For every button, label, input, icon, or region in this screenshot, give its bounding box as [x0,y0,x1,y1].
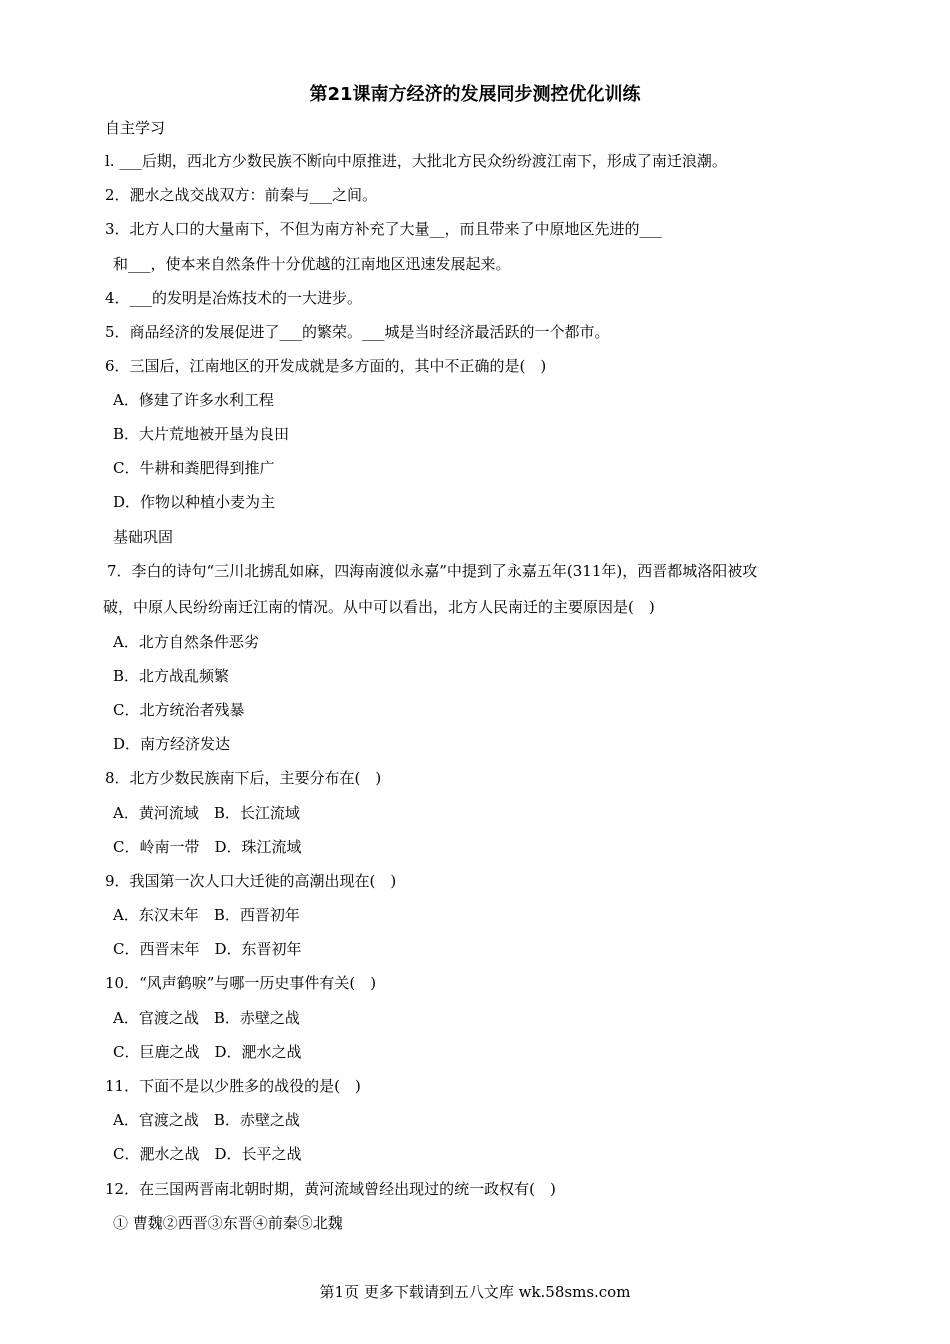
options-9cd: C．西晋末年 D．东晋初年 [113,940,302,958]
question-4: 4．___的发明是冶炼技术的一大进步。 [105,289,363,307]
question-8: 8．北方少数民族南下后，主要分布在( ) [105,769,382,787]
question-7-continued: 破，中原人民纷纷南迁江南的情况。从中可以看出，北方人民南迁的主要原因是( ) [103,598,655,616]
question-10: 10．“风声鹤唳”与哪一历史事件有关( ) [105,974,377,992]
section-heading-basics: 基础巩固 [113,528,174,546]
option-6d: D．作物以种植小麦为主 [113,493,276,511]
question-3: 3．北方人口的大量南下，不但为南方补充了大量__，而且带来了中原地区先进的___ [105,220,663,238]
question-3-continued: 和___，使本来自然条件十分优越的江南地区迅速发展起来。 [113,255,511,273]
options-9ab: A．东汉末年 B．西晋初年 [113,906,300,924]
question-11: 11．下面不是以少胜多的战役的是( ) [105,1077,361,1095]
question-7: 7．李白的诗句“三川北掳乱如麻，四海南渡似永嘉”中提到了永嘉五年(311年)，西晋都城洛阳被攻 [107,562,758,580]
option-7c: C．北方统治者残暴 [113,701,245,719]
option-7b: B．北方战乱频繁 [113,667,230,685]
option-6a: A．修建了许多水利工程 [113,391,274,409]
options-8ab: A．黄河流域 B．长江流域 [113,804,300,822]
options-10cd: C．巨鹿之战 D．淝水之战 [113,1043,302,1061]
options-12-items: ① 曹魏②西晋③东晋④前秦⑤北魏 [113,1214,343,1232]
question-5: 5．商品经济的发展促进了___的繁荣。___城是当时经济最活跃的一个都市。 [105,323,610,341]
page-footer: 第1页 更多下载请到五八文库 wk.58sms.com [319,1283,631,1301]
option-6c: C．牛耕和粪肥得到推广 [113,459,275,477]
section-heading-self-study: 自主学习 [105,119,166,137]
option-7d: D．南方经济发达 [113,735,231,753]
option-6b: B．大片荒地被开垦为良田 [113,425,290,443]
option-7a: A．北方自然条件恶劣 [113,633,259,651]
question-1: l. ___后期，西北方少数民族不断向中原推进，大批北方民众纷纷渡江南下，形成了南迁浪潮。 [105,152,727,170]
page-title: 第21课南方经济的发展同步测控优化训练 [309,84,641,105]
question-12: 12．在三国两晋南北朝时期，黄河流域曾经出现过的统一政权有( ) [105,1180,556,1198]
options-11cd: C．淝水之战 D．长平之战 [113,1145,302,1163]
options-11ab: A．官渡之战 B．赤壁之战 [113,1111,300,1129]
question-2: 2．淝水之战交战双方：前秦与___之间。 [105,186,378,204]
options-10ab: A．官渡之战 B．赤壁之战 [113,1009,300,1027]
question-9: 9．我国第一次人口大迁徙的高潮出现在( ) [105,872,397,890]
options-8cd: C．岭南一带 D．珠江流域 [113,838,302,856]
question-6: 6．三国后，江南地区的开发成就是多方面的，其中不正确的是( ) [105,357,547,375]
